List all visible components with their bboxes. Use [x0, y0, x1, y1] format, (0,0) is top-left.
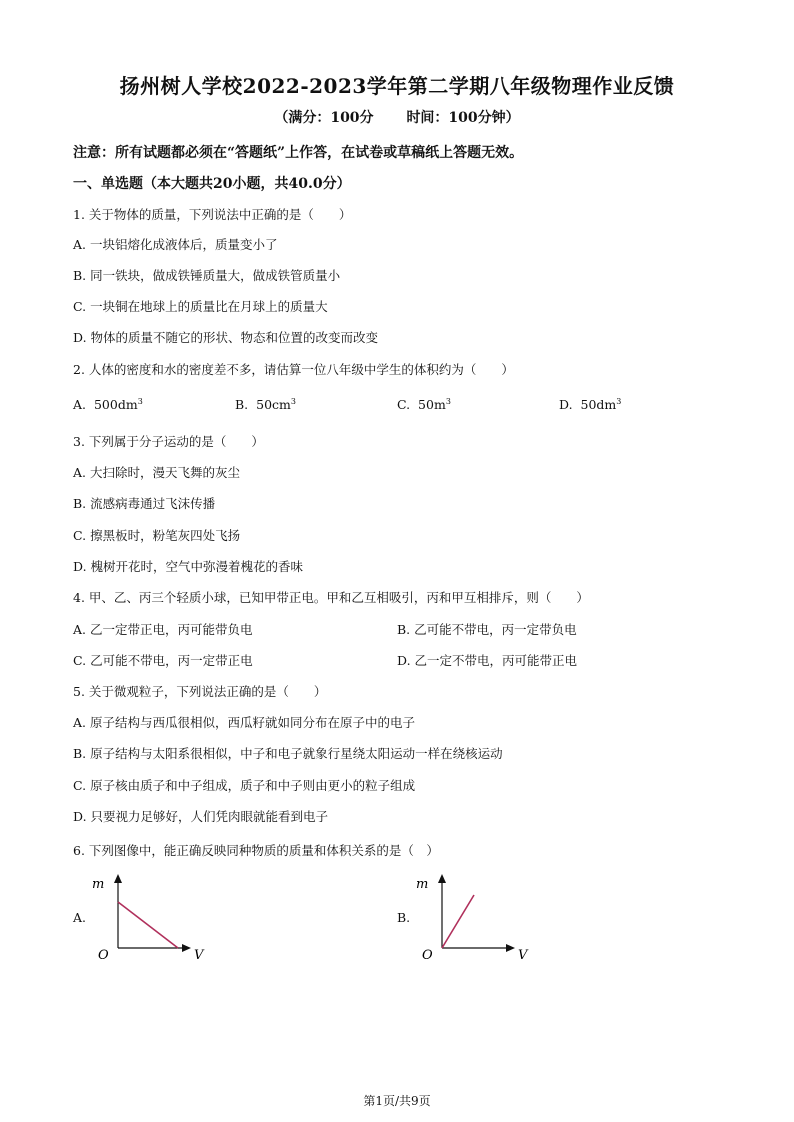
y-axis-label: m [416, 877, 429, 892]
question-6-stem: 6. 下列图像中，能正确反映同种物质的质量和体积关系的是（ ） [73, 843, 439, 858]
page-footer: 第1页/共9页 [363, 1094, 431, 1108]
graph-line [442, 895, 474, 948]
y-axis-arrow [438, 874, 446, 883]
question-1-option-d: D. 物体的质量不随它的形状、物态和位置的改变而改变 [73, 330, 379, 345]
question-4-option-c: C. 乙可能不带电，丙一定带正电 [73, 653, 253, 668]
question-1-option-b: B. 同一铁块，做成铁锤质量大，做成铁管质量小 [73, 268, 341, 283]
exam-info [0, 107, 794, 127]
notice: 注意：所有试题都必须在“答题纸”上作答，在试卷或草稿纸上答题无效。 [73, 145, 524, 161]
question-3-stem: 3. 下列属于分子运动的是（ ） [73, 434, 264, 449]
question-3-option-a: A. 大扫除时，漫天飞舞的灰尘 [73, 465, 240, 480]
question-4-option-a: A. 乙一定带正电，丙可能带负电 [73, 622, 253, 637]
question-2-option-c: C. $50m^3$ [397, 397, 451, 413]
question-5-option-d: D. 只要视力足够好，人们凭肉眼就能看到电子 [73, 809, 329, 824]
exam-time: 时间：100分钟） [406, 110, 520, 126]
question-3-option-d: D. 槐树开花时，空气中弥漫着槐花的香味 [73, 559, 304, 574]
question-6-graph-a [90, 870, 220, 965]
question-1-option-a: A. 一块铝熔化成液体后，质量变小了 [73, 237, 278, 252]
question-5-stem: 5. 关于微观粒子，下列说法正确的是（ ） [73, 684, 327, 699]
x-axis-arrow [182, 944, 191, 952]
origin-label: O [422, 948, 433, 963]
question-2-option-b: B. $50cm^3$ [235, 397, 296, 413]
graph-line [118, 902, 178, 948]
question-4-option-d: D. 乙一定不带电，丙可能带正电 [397, 653, 578, 668]
question-1-option-c: C. 一块铜在地球上的质量比在月球上的质量大 [73, 299, 328, 314]
question-6-graph-b [414, 870, 544, 965]
y-axis-label: m [92, 877, 105, 892]
question-6-option-a-label: A. [73, 910, 87, 925]
x-axis-arrow [506, 944, 515, 952]
question-3-option-c: C. 擦黑板时，粉笔灰四处飞扬 [73, 528, 241, 543]
question-5-option-a: A. 原子结构与西瓜很相似，西瓜籽就如同分布在原子中的电子 [73, 715, 415, 730]
origin-label: O [98, 948, 109, 963]
question-2-option-a: A. $500dm^3$ [73, 397, 143, 413]
page-title: 扬州树人学校2022-2023学年第二学期八年级物理作业反馈 [119, 74, 675, 98]
x-axis-label: V [194, 948, 204, 963]
y-axis-arrow [114, 874, 122, 883]
question-4-stem: 4. 甲、乙、丙三个轻质小球，已知甲带正电。甲和乙互相吸引，丙和甲互相排斥，则（ ） [73, 590, 589, 605]
question-3-option-b: B. 流感病毒通过飞沫传播 [73, 496, 216, 511]
section-heading: 一、单选题（本大题共20小题，共40.0分） [73, 176, 351, 192]
x-axis-label: V [518, 948, 528, 963]
question-4-option-b: B. 乙可能不带电，丙一定带负电 [397, 622, 577, 637]
full-score: （满分：100分 [274, 110, 374, 126]
question-2-stem: 2. 人体的密度和水的密度差不多，请估算一位八年级中学生的体积约为（ ） [73, 362, 514, 377]
question-2-option-d: D. $50dm^3$ [559, 397, 622, 413]
question-5-option-c: C. 原子核由质子和中子组成，质子和中子则由更小的粒子组成 [73, 778, 416, 793]
question-5-option-b: B. 原子结构与太阳系很相似，中子和电子就象行星绕太阳运动一样在绕核运动 [73, 746, 503, 761]
question-6-option-b-label: B. [397, 910, 411, 925]
question-1-stem: 1. 关于物体的质量，下列说法中正确的是（ ） [73, 207, 352, 222]
